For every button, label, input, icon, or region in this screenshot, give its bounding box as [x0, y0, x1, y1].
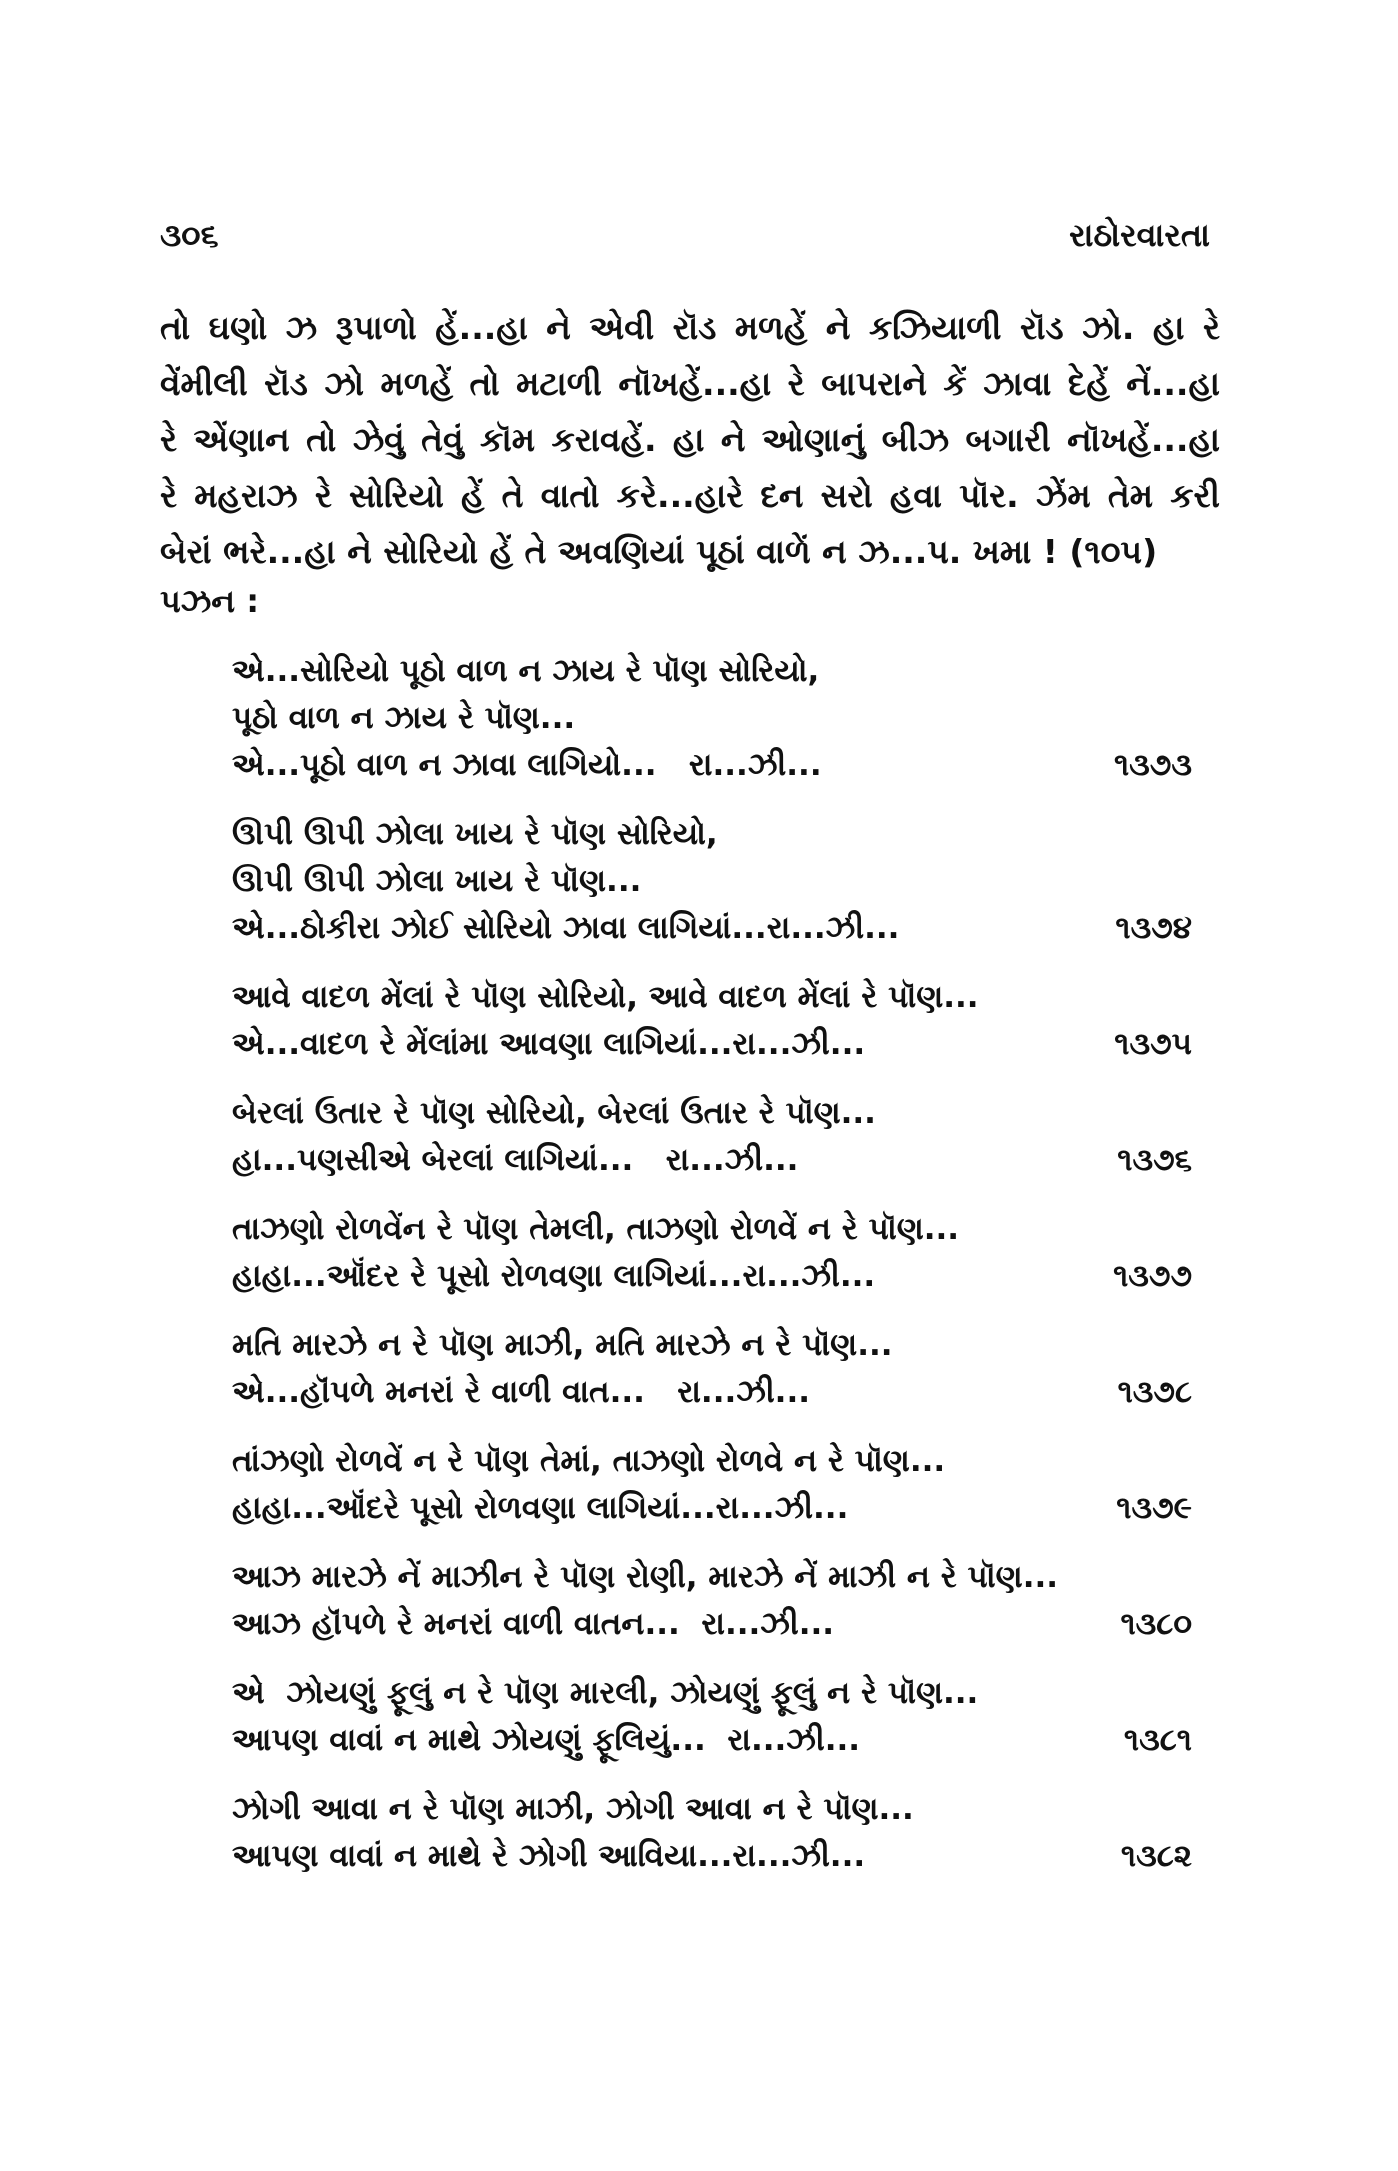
verse-text: ઊપી ઊપી ઝોલા ખાય રે પૉણ સોરિયો, — [232, 816, 718, 852]
verse-line — [232, 1090, 1192, 1137]
verse-text: એ ઝોયણું ફૂલું ન રે પૉણ મારલી, ઝોયણું ફૂલું ન રે પૉણ... — [232, 1675, 979, 1711]
section-label: પઝન : — [160, 582, 260, 620]
verse-line — [232, 1717, 1192, 1764]
verse-text: બેરલાં ઉતાર રે પૉણ સોરિયો, બેરલાં ઉતાર રે પૉણ... — [232, 1095, 876, 1131]
verse-stanza — [232, 974, 1192, 1068]
verse-text: એ...ઠોકીરા ઝોઈ સોરિયો ઝાવા લાગિયાં...રા...ઝી... — [232, 910, 900, 946]
verse-stanza — [232, 1090, 1192, 1184]
verse-text: હા...પણસીએ બેરલાં લાગિયાં... રા...ઝી... — [232, 1142, 799, 1178]
verse-line — [232, 1206, 1192, 1253]
prose-line: તો ઘણો ઝ રૂપાળો હેં...હા ને એવી રૉડ મળહેં ને કઝિયાળી રૉડ ઝો. હા રે — [160, 308, 1220, 347]
verse-stanza — [232, 1786, 1192, 1880]
verse-line — [232, 1554, 1192, 1601]
prose-line: બેરાં ભરે...હા ને સોરિયો હેં તે અવણિયાં પૂઠાં વાળેં ન ઝ...પ. ખમા ! (૧૦૫) — [160, 532, 1158, 571]
verse-number: ૧૩૭૭ — [1113, 1258, 1192, 1294]
verse-text: પૂઠો વાળ ન ઝાય રે પૉણ... — [232, 700, 576, 736]
prose-line: રે મહરાઝ રે સોરિયો હેં તે વાતો કરે...હારે દન સરો હવા પૉર. ઝેંમ તેમ કરી — [160, 476, 1220, 515]
verse-line — [232, 648, 1192, 695]
verse-line — [232, 1137, 1192, 1184]
verse-number: ૧૩૭૫ — [1114, 1026, 1192, 1062]
page-header — [160, 205, 1210, 265]
verse-number: ૧૩૭૯ — [1116, 1490, 1192, 1526]
verse-line — [232, 858, 1192, 905]
prose-line: રે એંણાન તો ઝેવું તેવું કૉમ કરાવહેં. હા ને ઓણાનું બીઝ બગારી નૉખહેં...હા — [160, 420, 1220, 459]
verse-stanza — [232, 1438, 1192, 1532]
verse-text: હાહા...ઑંદર રે પૂસો રોળવણા લાગિયાં...રા...ઝી... — [232, 1258, 876, 1294]
verse-line — [232, 1369, 1192, 1416]
verse-stanza — [232, 648, 1192, 789]
verse-line — [232, 1601, 1192, 1648]
verse-stanzas — [232, 648, 1192, 1902]
verse-text: આઝ મારઝે નેં માઝીન રે પૉણ રોણી, મારઝે નેં માઝી ન રે પૉણ... — [232, 1559, 1059, 1595]
verse-number: ૧૩૭૩ — [1113, 747, 1192, 783]
verse-text: ઝોગી આવા ન રે પૉણ માઝી, ઝોગી આવા ન રે પૉણ... — [232, 1791, 914, 1827]
verse-text: હાહા...ઑંદરે પૂસો રોળવણા લાગિયાં...રા...ઝી... — [232, 1490, 849, 1526]
verse-stanza — [232, 1670, 1192, 1764]
verse-line — [232, 1485, 1192, 1532]
verse-line — [232, 905, 1192, 952]
verse-number: ૧૩૭૪ — [1115, 910, 1192, 946]
verse-stanza — [232, 1322, 1192, 1416]
verse-stanza — [232, 1554, 1192, 1648]
verse-text: આપણ વાવાં ન માથે ઝોયણું ફૂલિયું... રા...ઝી... — [232, 1722, 861, 1758]
verse-text: આવે વાદળ મેંલાં રે પૉણ સોરિયો, આવે વાદળ મેંલાં રે પૉણ... — [232, 979, 979, 1015]
verse-stanza — [232, 1206, 1192, 1300]
verse-text: એ...સોરિયો પૂઠો વાળ ન ઝાય રે પૉણ સોરિયો, — [232, 653, 820, 689]
verse-line — [232, 974, 1192, 1021]
verse-number: ૧૩૮૧ — [1123, 1722, 1192, 1758]
verse-text: તાઝણો રોળવેંન રે પૉણ તેમલી, તાઝણો રોળવેં ન રે પૉણ... — [232, 1211, 960, 1247]
verse-text: ઊપી ઊપી ઝોલા ખાય રે પૉણ... — [232, 863, 642, 899]
verse-line — [232, 1322, 1192, 1369]
verse-number: ૧૩૭૮ — [1117, 1374, 1192, 1410]
verse-line — [232, 811, 1192, 858]
verse-text: તાંઝણો રોળવેં ન રે પૉણ તેમાં, તાઝણો રોળવે ન રે પૉણ... — [232, 1443, 946, 1479]
verse-stanza — [232, 811, 1192, 952]
verse-line — [232, 1786, 1192, 1833]
verse-number: ૧૩૭૬ — [1117, 1142, 1192, 1178]
verse-line — [232, 1021, 1192, 1068]
verse-text: એ...હૉંપળે મનરાં રે વાળી વાત... રા...ઝી... — [232, 1374, 811, 1410]
verse-number: ૧૩૮૦ — [1120, 1606, 1192, 1642]
verse-text: આઝ હૉંપળે રે મનરાં વાળી વાતન... રા...ઝી... — [232, 1606, 835, 1642]
prose-paragraph — [160, 300, 1220, 580]
verse-text: એ...પૂઠો વાળ ન ઝાવા લાગિયો... રા...ઝી... — [232, 747, 822, 783]
verse-line — [232, 1253, 1192, 1300]
verse-line — [232, 1833, 1192, 1880]
page-number: ૩૦૬ — [160, 215, 219, 254]
book-title: રાઠોરવારતા — [1069, 215, 1210, 254]
verse-line — [232, 695, 1192, 742]
verse-line — [232, 742, 1192, 789]
prose-line: વેંમીલી રૉડ ઝો મળહેં તો મટાળી નૉખહેં...હા રે બાપરાને કેં ઝાવા દેહેં નેં...હા — [160, 364, 1220, 403]
verse-text: મતિ મારઝે ન રે પૉણ માઝી, મતિ મારઝે ન રે પૉણ... — [232, 1327, 893, 1363]
verse-text: એ...વાદળ રે મેંલાંમા આવણા લાગિયાં...રા...ઝી... — [232, 1026, 866, 1062]
verse-line — [232, 1438, 1192, 1485]
verse-line — [232, 1670, 1192, 1717]
verse-number: ૧૩૮૨ — [1120, 1838, 1192, 1874]
verse-text: આપણ વાવાં ન માથે રે ઝોગી આવિયા...રા...ઝી... — [232, 1838, 866, 1874]
